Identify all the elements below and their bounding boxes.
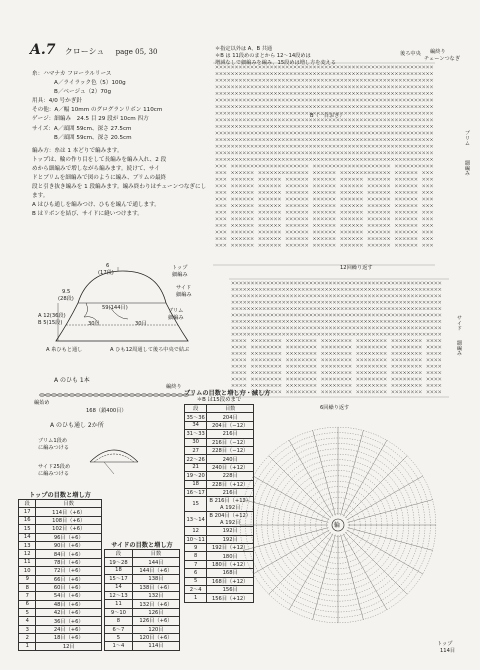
row-number-cell: 6 (185, 569, 207, 577)
row-number-cell: 6〜7 (105, 625, 133, 633)
stitch-count-cell: 72目（+6） (36, 567, 102, 575)
stitch-count-cell: 240目 (207, 455, 254, 463)
row-number-cell: 7 (19, 592, 36, 600)
increase-line (253, 476, 329, 520)
table-row (19, 634, 102, 642)
table-row (105, 575, 180, 583)
row-number-cell: 9 (185, 544, 207, 552)
table-row (105, 591, 180, 599)
title-text: クローシュ (64, 47, 105, 56)
chart-note: ＊B は 11段めのまとから 12〜14段めは (215, 53, 311, 59)
hat-schematic (38, 263, 228, 363)
stitch-count-cell: 54目（+6） (36, 592, 102, 600)
loop-drawing (84, 432, 144, 488)
brim-stitch: 細編み (168, 315, 184, 321)
row-number-cell: 3 (19, 625, 36, 633)
table-row (105, 642, 180, 650)
top-table-title: トップの目数と増し方 (29, 492, 91, 499)
loop-note: A 糸ひもと通し (46, 347, 83, 353)
row-number-cell: 21 (185, 463, 207, 471)
method-line: ドとブリムを細編みで図のように編み、ブリムの最終 (32, 175, 167, 182)
stitch-count-cell: 144目 (132, 558, 179, 566)
table-row (105, 558, 180, 566)
table-row (105, 566, 180, 574)
method-line: B はリボンを結び、サイドに縫いつけます。 (32, 211, 143, 218)
stitch-count-cell: 78目（+6） (36, 558, 102, 566)
page-title (30, 40, 157, 58)
stitch-count-cell: 138目 (132, 575, 179, 583)
row-number-cell: 22〜26 (186, 456, 205, 463)
row-number-cell: 17 (19, 508, 36, 516)
row-number-cell: 1 (185, 594, 207, 602)
method-line: ます。 (32, 193, 49, 200)
table-row (105, 600, 180, 608)
row-number-cell: 16〜17 (186, 490, 205, 497)
center-ring-label: 輪 (334, 522, 341, 529)
table-row (19, 600, 102, 608)
method-line: めから細編みで増しながら編みます。続けて、サイ (32, 165, 160, 172)
cord-end: 編終り (166, 384, 182, 390)
table-row (19, 575, 102, 583)
row-number-cell: 13 (19, 541, 36, 549)
stitch-count-cell: 120目 (132, 625, 179, 633)
finish-label: 編終り (430, 49, 446, 55)
dim-side: 9.5 (62, 289, 71, 295)
row-number-cell: 12〜13 (105, 591, 133, 599)
row-number-cell: 2〜4 (185, 586, 207, 594)
row-number-cell: 14 (105, 583, 133, 591)
size-a-line: サイズ：A／頭囲 59cm、深さ 27.5cm (32, 125, 132, 132)
loop-note1: ブリム1段め (38, 438, 68, 444)
table-row (19, 508, 102, 516)
row-number-cell: 19〜28 (105, 558, 133, 566)
loop-diagram (34, 420, 144, 492)
increase-line (341, 535, 364, 620)
cord-diagram (34, 378, 204, 418)
row-number-cell: 15 (19, 525, 36, 533)
page-ref: page 05, 30 (115, 48, 158, 56)
size-b-line: B／頭囲 59cm、深さ 20.5cm (54, 134, 132, 141)
side-stitch-grid (232, 282, 441, 393)
table-row (105, 617, 180, 625)
increase-line (345, 456, 407, 518)
increase-line (313, 430, 336, 515)
table-row (19, 592, 102, 600)
row-number-cell: 30 (185, 438, 207, 446)
stitch-count-cell: 204目（−12） (207, 421, 254, 429)
stitch-count-cell: 132目 (132, 591, 179, 599)
repeat-12-label: 12回繰り返す (340, 265, 373, 271)
stitch-count-cell: 60目（+6） (36, 583, 102, 591)
stitch-count-cell: 156目 (207, 586, 254, 594)
row-number-cell: 9〜10 (105, 608, 133, 616)
top-chart-count: 114目 (440, 648, 456, 654)
dim-brim-b: B 5(15段) (38, 320, 63, 326)
method-title: 編み方：糸は 1 本どりで編みます。 (32, 147, 123, 154)
stitch-count-cell: 126目 (132, 608, 179, 616)
table-row (19, 525, 102, 533)
increase-line (347, 530, 423, 574)
increase-line (347, 476, 423, 520)
cord-chain (34, 388, 204, 402)
table-header: 目数 (36, 500, 102, 508)
method-line: トップは、輪の作り目をして長編みを編み入れ、2 段 (32, 156, 167, 163)
row-number-cell: 5 (19, 609, 36, 617)
dim-side-rows: (28段) (58, 296, 74, 302)
side-stitch: 細編み (176, 292, 192, 298)
row-number-cell: 1〜4 (105, 642, 133, 650)
row-number-cell: 10〜11 (186, 536, 205, 543)
cord-title: A のひも 1本 (54, 377, 90, 384)
increase-line (289, 534, 333, 610)
table-row (19, 625, 102, 633)
yarn-b: B／ベージュ（2）70g (54, 89, 111, 96)
repeat-6-label: 6回繰り返す (320, 405, 350, 411)
top-table-block (18, 490, 102, 651)
stitch-count-cell: B 216目（+12） A 192目 (207, 497, 254, 512)
increase-line (343, 440, 387, 516)
table-header: 段 (19, 500, 36, 508)
crochet-chart (205, 55, 480, 670)
grid-header-label: B（一目おき） (310, 113, 345, 119)
row-number-cell: 12 (19, 550, 36, 558)
method-line: A はひも通しを編みつけ、ひもを編んで通します。 (32, 202, 160, 209)
stitch-count-cell: 192目（+12） (207, 544, 254, 552)
side-table-title: サイドの目数と増し方 (111, 542, 173, 549)
table-row (19, 583, 102, 591)
chart-note: ＊指定以外は A、B 共通 (215, 46, 273, 52)
stitch-count-cell: 96目（+6） (36, 533, 102, 541)
stitch-count-cell: 192目 (207, 527, 254, 535)
stitch-count-cell: 216目 (207, 430, 254, 438)
stitch-count-cell: 156目（+12） (207, 594, 254, 602)
dim-loop: 30目 (88, 321, 100, 327)
stitch-count-cell: 216目 (207, 488, 254, 496)
row-number-cell: 4 (19, 617, 36, 625)
row-number-cell: 11 (105, 600, 133, 608)
cord-count: 168（鎖400目） (86, 408, 127, 414)
dim-top: 6 (106, 263, 110, 269)
row-number-cell: 34 (185, 421, 207, 429)
row-number-cell: 15〜17 (105, 575, 133, 583)
row-number-cell: 7 (185, 560, 207, 568)
row-number-cell: 18 (185, 480, 207, 488)
stitch-count-cell: 168目（+12） (207, 577, 254, 585)
method-line: 段と引き抜き編みを 1 段編みます。編み終わりはチェーンつなぎにし (32, 184, 207, 191)
increase-line (343, 534, 387, 610)
table-row (19, 516, 102, 524)
table-row (105, 633, 180, 641)
other-line: その他：A／幅 10mm のグログランリボン 110cm (32, 107, 163, 114)
stitch-count-cell: 204目 (207, 413, 254, 421)
table-row (105, 608, 180, 616)
hook-line: 用具：4/0 号かぎ針 (32, 98, 82, 105)
a-marker: A.7 (30, 42, 56, 58)
stitch-count-cell: 240目（+12） (207, 463, 254, 471)
brim-vertical-stitch: 細編み (464, 160, 470, 176)
row-number-cell: 15 (185, 497, 207, 512)
row-number-cell: 10 (19, 567, 36, 575)
stitch-count-cell: 138目（+6） (132, 583, 179, 591)
increase-line (269, 532, 331, 594)
stitch-count-cell: 48目（+6） (36, 600, 102, 608)
increase-line (269, 456, 331, 518)
dim-loop-2: 30目 (135, 321, 147, 327)
row-number-cell: 8 (19, 583, 36, 591)
row-number-cell: 5 (105, 633, 133, 641)
stitch-count-cell: 66目（+6） (36, 575, 102, 583)
stitch-count-cell: 108目（+6） (36, 516, 102, 524)
row-number-cell: 14 (19, 533, 36, 541)
stitch-count-cell: 192目 (207, 535, 254, 543)
table-row (19, 642, 102, 650)
stitch-count-cell: 114目（+6） (36, 508, 102, 516)
yarn-a: A／ライラック色（5）100g (54, 80, 126, 87)
table-row (19, 550, 102, 558)
finish-label-2: チェーンつなぎ (424, 56, 461, 62)
brim-vertical-label: ブリム (464, 130, 470, 146)
top-table (18, 499, 102, 651)
stitch-count-cell: 180目（+12） (207, 560, 254, 568)
table-header: 目数 (132, 550, 179, 558)
increase-line (341, 430, 364, 515)
row-number-cell: 27 (185, 446, 207, 454)
chart-note: 増減なしで細編みを編み、15段めは増し方を変える (215, 60, 337, 66)
stitch-symbols (232, 282, 441, 393)
stitch-count-cell: 114目 (132, 642, 179, 650)
side-vertical-label: サイド (456, 315, 462, 331)
table-row (19, 617, 102, 625)
row-number-cell: 35〜36 (186, 414, 205, 421)
stitch-count-cell: 228目（+12） (207, 480, 254, 488)
gauge-line: ゲージ：細編み 24.5 目 29 段が 10cm 四方 (32, 116, 149, 123)
row-number-cell: 5 (185, 577, 207, 585)
dim-brim-a: A 12(36段) (38, 313, 66, 319)
loop-note3: サイド25段め (38, 464, 71, 470)
loop-title: A のひも通し 2か所 (50, 422, 104, 429)
table-row (19, 567, 102, 575)
stitch-count-cell: 228目（−12） (207, 446, 254, 454)
cord-start: 編始め (34, 400, 50, 406)
row-number-cell: 2 (19, 634, 36, 642)
back-center-label: 後ろ中央 (400, 51, 421, 57)
increase-line (313, 535, 336, 620)
side-table (104, 549, 180, 651)
increase-line (253, 530, 329, 574)
side-table-block (104, 540, 180, 651)
stitch-count-cell: 180目 (207, 552, 254, 560)
row-number-cell: 13〜14 (185, 512, 207, 527)
stitch-count-cell: 12目 (36, 642, 102, 650)
stitch-count-cell: 144目（+6） (132, 566, 179, 574)
table-header: 段 (105, 550, 133, 558)
row-number-cell: 8 (105, 617, 133, 625)
stitch-symbols (216, 66, 433, 247)
dim-top-rows: (17段) (98, 270, 114, 276)
row-number-cell: 6 (19, 600, 36, 608)
brim-stitch-grid (213, 63, 449, 397)
row-number-cell: 8 (185, 552, 207, 560)
loop-note4: に編みつける (38, 471, 70, 477)
top-stitch: 細編み (172, 272, 188, 278)
increase-line (289, 440, 333, 516)
stitch-count-cell: 90目（+6） (36, 541, 102, 549)
table-row (19, 558, 102, 566)
loop-note2: に編みつける (38, 445, 70, 451)
stitch-count-cell: 84目（+6） (36, 550, 102, 558)
increase-line (243, 528, 328, 551)
row-number-cell: 12 (185, 527, 207, 535)
row-number-cell: 1 (19, 642, 36, 650)
row-number-cell: 16 (19, 516, 36, 524)
brim-table-note: ＊B は15段めまで (196, 397, 242, 403)
yarn-line: 糸：ハマナカ フローラルリース (32, 71, 112, 77)
increase-line (345, 532, 407, 594)
stitch-count-cell: 216目（−12） (207, 438, 254, 446)
brim-label: ブリム (168, 308, 184, 314)
stitch-count-cell: 36目（+6） (36, 617, 102, 625)
stitch-count-cell: 42目（+6） (36, 609, 102, 617)
loop-note-2: A ひも12周通して後ろ中央で結ぶ (110, 347, 190, 353)
increase-line (348, 500, 433, 523)
row-number-cell: 11 (19, 558, 36, 566)
stitch-count-cell: 228目 (207, 472, 254, 480)
top-label: トップ (172, 265, 188, 271)
increase-line (348, 528, 433, 551)
table-row (19, 541, 102, 549)
dim-circ: 59(144目) (102, 305, 128, 311)
row-number-cell: 18 (105, 566, 133, 574)
stitch-count-cell: 24目（+6） (36, 625, 102, 633)
table-row (19, 533, 102, 541)
side-vertical-stitch: 細編み (456, 340, 462, 356)
table-row (19, 609, 102, 617)
row-number-cell: 31〜33 (186, 431, 205, 438)
top-chart-label: トップ (437, 641, 453, 647)
materials-spec (32, 70, 222, 220)
side-label: サイド (176, 285, 192, 291)
table-header: 目数 (207, 405, 254, 413)
stitch-count-cell: 102目（+6） (36, 525, 102, 533)
table-row (105, 625, 180, 633)
row-number-cell: 19〜20 (186, 473, 205, 480)
stitch-count-cell: 18目（+6） (36, 634, 102, 642)
stitch-count-cell: 168目 (207, 569, 254, 577)
increase-line (243, 500, 328, 523)
stitch-count-cell: 126目（+6） (132, 617, 179, 625)
table-row (105, 583, 180, 591)
stitch-count-cell: 132目（+6） (132, 600, 179, 608)
stitch-count-cell: 120目（+6） (132, 633, 179, 641)
table-header: 段 (185, 405, 207, 413)
brim-table-title: ブリムの目数と増し方・減し方 (184, 390, 271, 397)
row-number-cell: 9 (19, 575, 36, 583)
stitch-count-cell: B 204目（+12） A 192目 (207, 512, 254, 527)
